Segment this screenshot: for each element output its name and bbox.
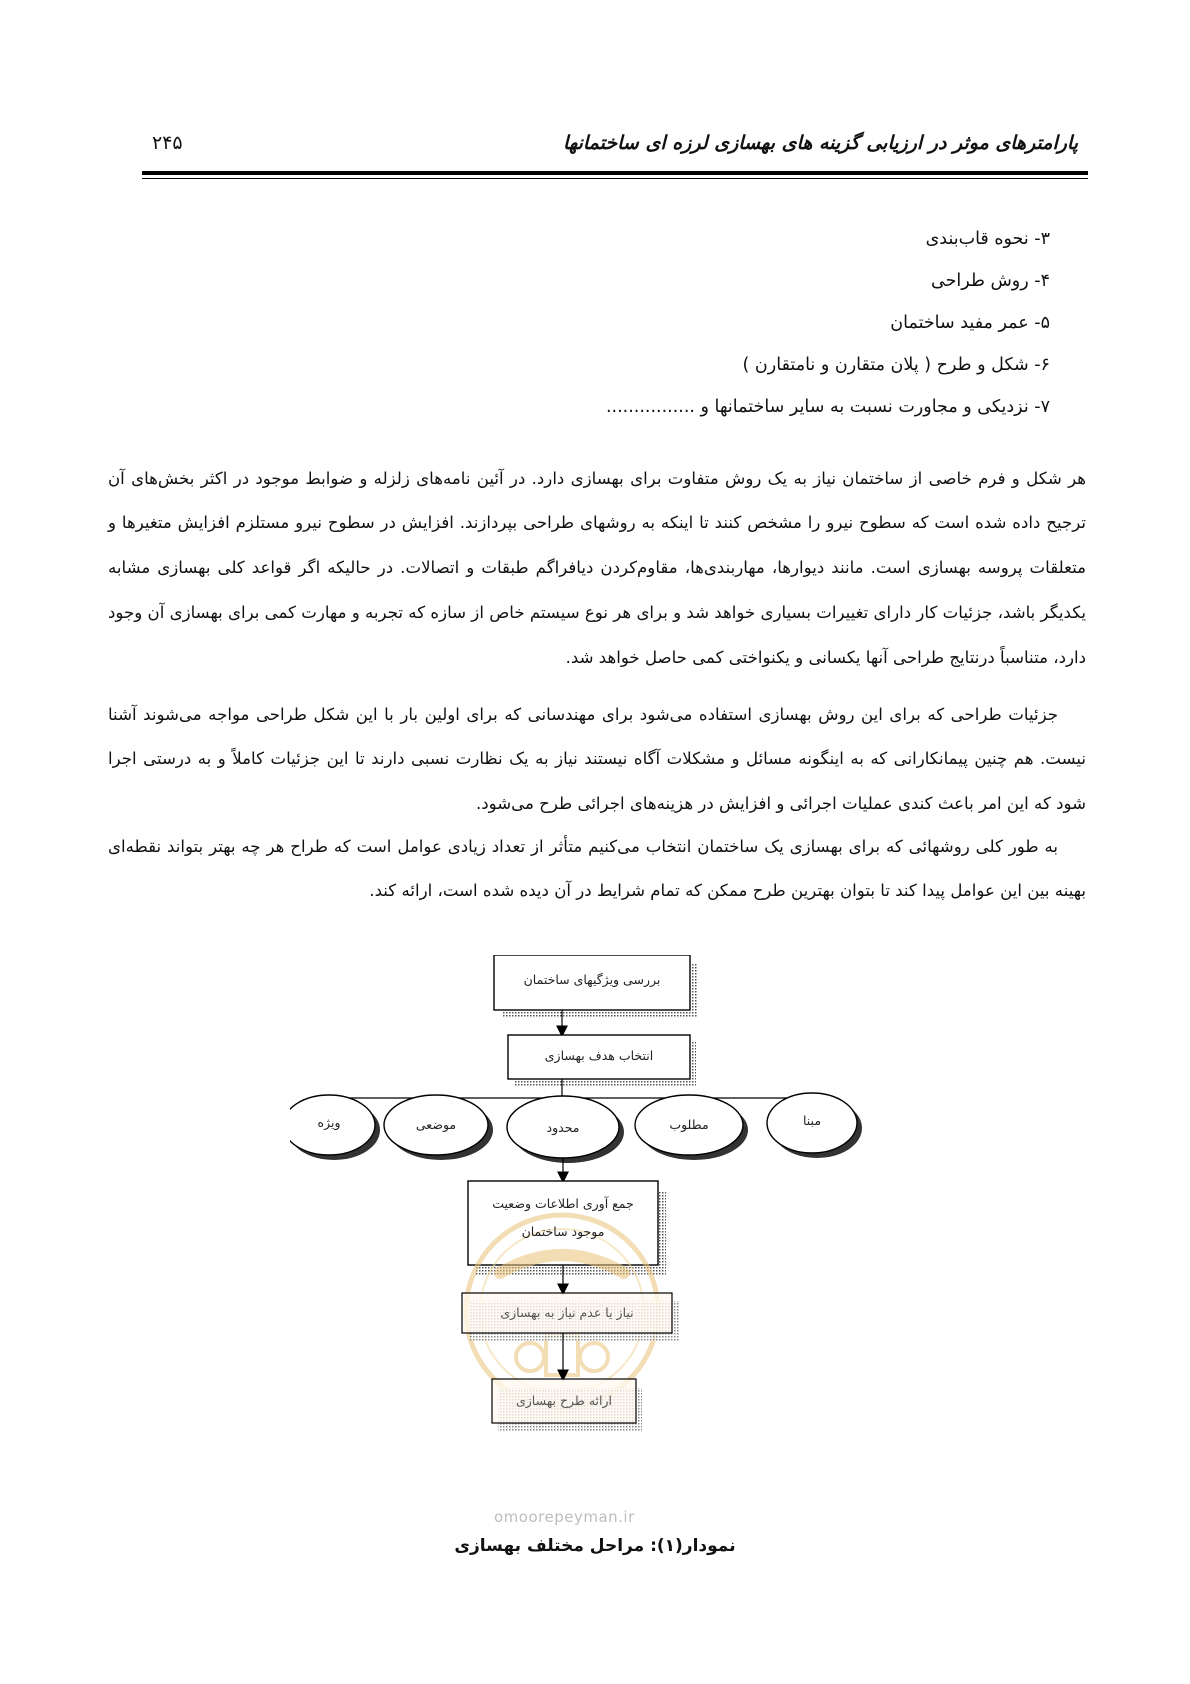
box-3-label [468,1193,658,1243]
list-item: ۳- نحوه قاب‌بندی [925,229,1050,249]
oval-label: مطلوب [669,1117,709,1132]
paragraph: جزئیات طراحی که برای این روش بهسازی استفاده می‌شود برای مهندسانی که برای اولین بار با این شکل طراحی مواجه می‌شوند آشنا نیست. هم چنین پیمانکارانی که به اینگونه مسائل و مشکلات آگاه نیستند نیاز به یک نظارت نسبی دارند تا این جزئیات کاملاً و به درستی اجرا شود که این امر باعث کندی عملیات اجرائی و افزایش در هزینه‌های اجرائی طرح می‌شود. [108,704,1086,814]
list-item: ۴- روش طراحی [931,271,1050,291]
paragraph: به طور کلی روشهائی که برای بهسازی یک ساختمان انتخاب می‌کنیم متأثر از تعداد زیادی عوامل است که طراح هر چه بهتر بتواند نقطه‌ای بهینه بین این عوامل پیدا کند تا بتوان بهترین طرح ممکن که تمام شرایط در آن دیده شده است، ارائه کند. [108,836,1086,901]
header-rule-thick [142,171,1088,175]
numbered-list [350,218,1050,428]
oval-label: محدود [546,1120,580,1135]
list-item: ۶- شکل و طرح ( پلان متقارن و نامتقارن ) [742,355,1050,375]
box-5-label: ارائه طرح بهسازی [515,1393,613,1408]
box-3-line-2: موجود ساختمان [521,1224,605,1239]
page-number: ۲۴۵ [152,132,183,154]
list-item: ۷- نزدیکی و مجاورت نسبت به سایر ساختمانها و ................ [605,397,1050,417]
box-3-line-1: جمع آوری اطلاعات وضعیت [492,1196,634,1211]
running-header-title: پارامترهای موثر در ارزیابی گزینه های بهسازی لرزه ای ساختمانها [563,132,1078,154]
header-rule-thin [142,178,1088,179]
oval-label: ویژه [317,1115,341,1130]
box-4-label: نیاز یا عدم نیاز به بهسازی [500,1305,634,1320]
list-item: ۵- عمر مفید ساختمان [890,313,1050,333]
flowchart [290,955,910,1535]
watermark-url: omoorepeyman.ir [494,1508,635,1526]
figure-caption: نمودار(۱): مراحل مختلف بهسازی [454,1536,736,1556]
paragraph: هر شکل و فرم خاصی از ساختمان نیاز به یک روش متفاوت برای بهسازی دارد. در آئین نامه‌های زلزله و ضوابط موجود در اکثر بخش‌های آن ترجیح داده شده است که سطوح نیرو را مشخص کنند تا اینکه به روشهای طراحی بپردازند. افزایش در سطوح نیرو مستلزم افزایش متغیرها و متعلقات پروسه بهسازی است. مانند دیوارها، مهاربندی‌ها، مقاوم‌کردن دیافراگم طبقات و اتصالات. در حالیکه اگر قواعد کلی بهسازی مشابه یکدیگر باشد، جزئیات کار دارای تغییرات بسیاری خواهد شد و برای هر نوع سیستم خاص از سازه که تجربه و مهارت کمی برای بهسازی آن وجود دارد، متناسباً درنتایج طراحی آنها یکسانی و یکنواختی کمی حاصل خواهد شد. [108,468,1086,667]
oval-label: موضعی [415,1117,457,1132]
box-1-label: بررسی ویژگیهای ساختمان [523,972,661,987]
box-2-label: انتخاب هدف بهسازی [544,1048,654,1063]
flowchart-graphic [290,955,910,1535]
oval-label: مبنا [802,1113,822,1128]
